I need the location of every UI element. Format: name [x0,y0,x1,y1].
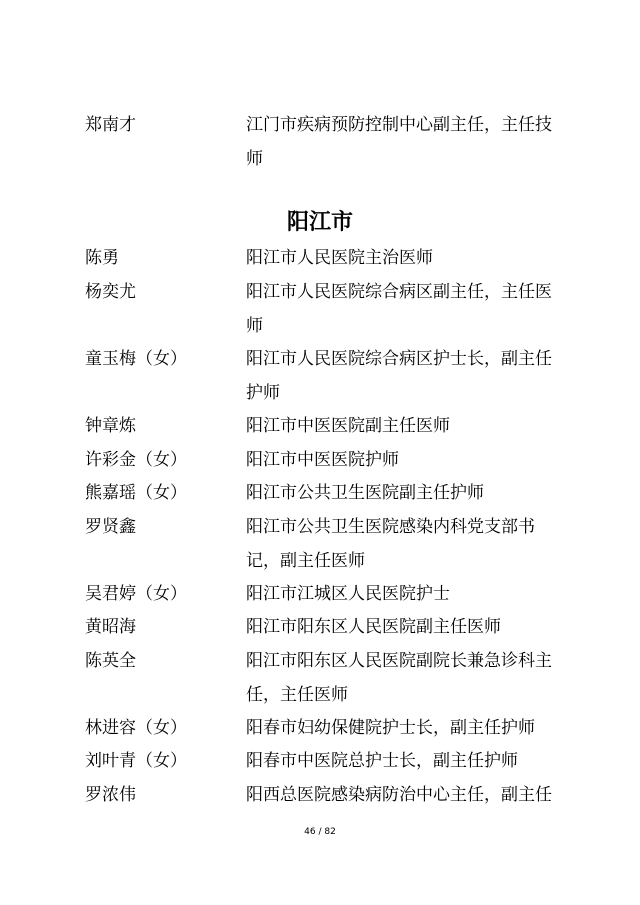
person-name: 许彩金（女） [85,450,187,470]
person-title: 阳江市公共卫生医院副主任护师 [246,483,484,503]
person-title: 阳江市人民医院主治医师 [246,248,433,268]
section-heading: 阳江市 [286,210,353,235]
person-name: 杨奕尤 [85,282,136,302]
person-title: 阳春市妇幼保健院护士长，副主任护师 [246,718,535,738]
person-name: 钟章炼 [85,416,136,436]
person-name: 黄昭海 [85,617,136,637]
person-title: 阳江市阳东区人民医院副主任医师 [246,617,501,637]
person-title: 阳江市阳东区人民医院副院长兼急诊科主任，主任医师 [246,651,552,705]
person-title: 阳江市中医医院护师 [246,450,399,470]
person-title: 阳江市人民医院综合病区副主任，主任医师 [246,282,552,336]
person-name: 陈英全 [85,651,136,671]
person-name: 罗贤鑫 [85,517,136,537]
person-title: 阳江市人民医院综合病区护士长，副主任护师 [246,349,552,403]
person-name: 陈勇 [85,248,119,268]
person-title: 江门市疾病预防控制中心副主任，主任技师 [246,115,552,169]
page-number: 46 / 82 [304,827,336,837]
person-title: 阳江市中医医院副主任医师 [246,416,450,436]
person-name: 郑南才 [85,115,136,135]
person-title: 阳春市中医院总护士长，副主任护师 [246,751,518,771]
person-name: 林进容（女） [85,718,187,738]
person-title: 阳江市公共卫生医院感染内科党支部书记，副主任医师 [246,517,535,571]
person-name: 刘叶青（女） [85,751,187,771]
person-title: 阳江市江城区人民医院护士 [246,584,450,604]
person-name: 吴君婷（女） [85,584,187,604]
person-name: 熊嘉瑶（女） [85,483,187,503]
person-name: 童玉梅（女） [85,349,187,369]
person-name: 罗浓伟 [85,785,136,805]
person-title: 阳西总医院感染病防治中心主任，副主任 [246,785,552,805]
